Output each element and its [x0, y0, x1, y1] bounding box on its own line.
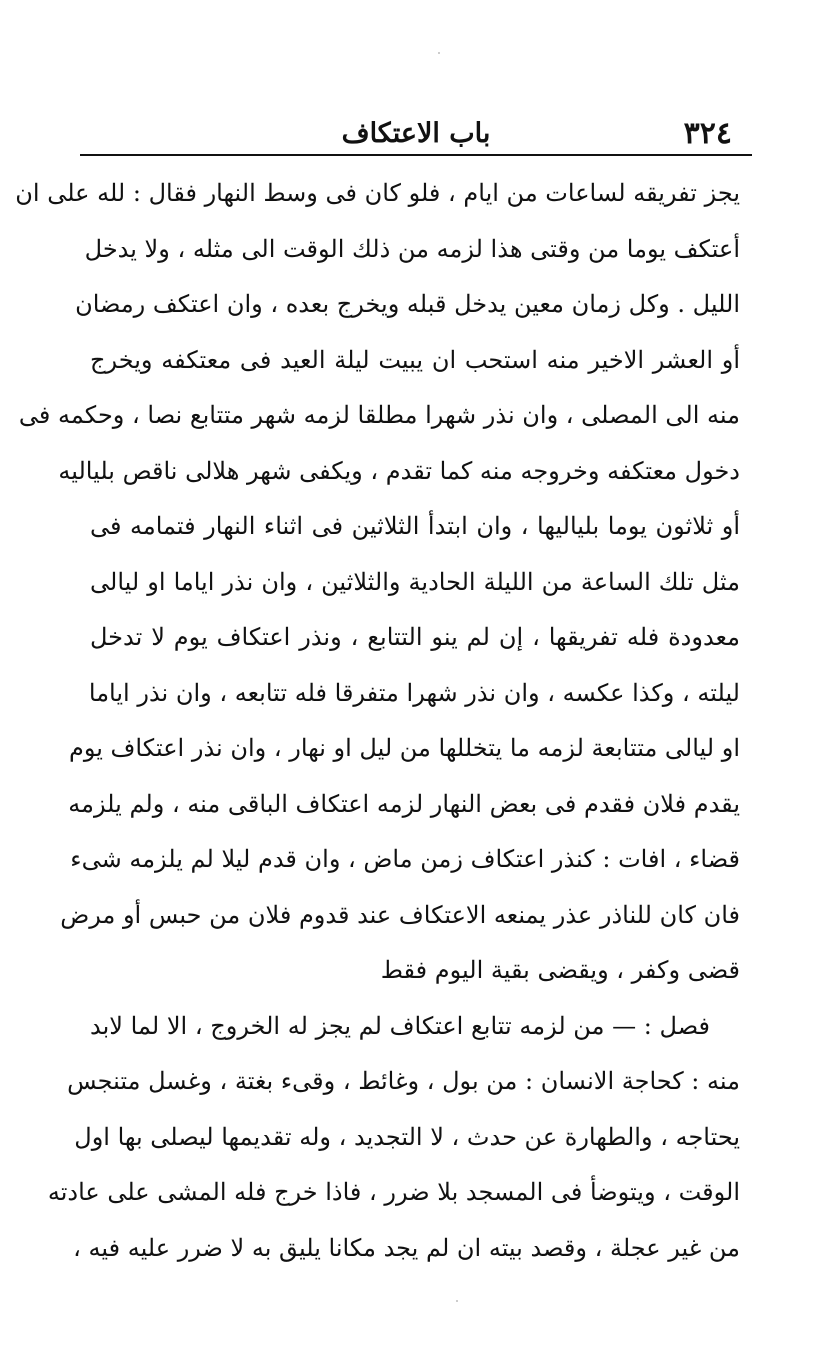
- text-line: دخول معتكفه وخروجه منه كما تقدم ، ويكفى شهر هلالى ناقص بلياليه: [58, 456, 740, 485]
- header-divider: [80, 154, 752, 156]
- scan-speck: [438, 52, 440, 54]
- text-line: يحتاجه ، والطهارة عن حدث ، لا التجديد ، وله تقديمها ليصلى بها اول: [74, 1122, 740, 1151]
- text-line: أو العشر الاخير منه استحب ان يبيت ليلة العيد فى معتكفه ويخرج: [90, 345, 740, 374]
- main-text: [15, 166, 740, 1276]
- text-line: من غير عجلة ، وقصد بيته ان لم يجد مكانا يليق به لا ضرر عليه فيه ،: [73, 1233, 740, 1262]
- text-line: الوقت ، ويتوضأ فى المسجد بلا ضرر ، فاذا خرج فله المشى على عادته: [47, 1178, 740, 1206]
- text-line: منه : كحاجة الانسان : من بول ، وغائط ، وقىء بغتة ، وغسل متنجس: [67, 1067, 740, 1095]
- text-line: أو ثلاثون يوما بلياليها ، وان ابتدأ الثلاثين فى اثناء النهار فتمامه فى: [90, 512, 740, 540]
- text-line: الليل . وكل زمان معين يدخل قبله ويخرج بعده ، وان اعتكف رمضان: [75, 290, 740, 318]
- running-header: [80, 112, 752, 156]
- chapter-title: باب الاعتكاف: [341, 118, 491, 149]
- text-line: معدودة فله تفريقها ، إن لم ينو التتابع ، ونذر اعتكاف يوم لا تدخل: [90, 623, 740, 651]
- text-line: يجز تفريقه لساعات من ايام ، فلو كان فى وسط النهار فقال : لله على ان: [15, 179, 740, 207]
- text-line: فان كان للناذر عذر يمنعه الاعتكاف عند قدوم فلان من حبس أو مرض: [60, 900, 740, 929]
- text-line: يقدم فلان فقدم فى بعض النهار لزمه اعتكاف الباقى منه ، ولم يلزمه: [68, 789, 740, 818]
- scan-speck: [456, 1300, 458, 1302]
- text-line: قضاء ، افات : كنذر اعتكاف زمن ماض ، وان قدم ليلا لم يلزمه شىء: [70, 845, 740, 873]
- paragraph-end-line: قضى وكفر ، ويقضى بقية اليوم فقط: [380, 956, 740, 984]
- text-line: أعتكف يوما من وقتى هذا لزمه من ذلك الوقت الى مثله ، ولا يدخل: [84, 234, 740, 263]
- section-heading-line: فصل : — من لزمه تتابع اعتكاف لم يجز له الخروج ، الا لما لابد: [90, 1011, 710, 1040]
- text-line: ليلته ، وكذا عكسه ، وان نذر شهرا متفرقا فله تتابعه ، وان نذر اياما: [88, 678, 740, 707]
- text-line: مثل تلك الساعة من الليلة الحادية والثلاثين ، وان نذر اياما او ليالى: [90, 567, 740, 596]
- text-line: او ليالى متتابعة لزمه ما يتخللها من ليل او نهار ، وان نذر اعتكاف يوم: [68, 734, 740, 762]
- page-number: ٣٢٤: [683, 116, 732, 151]
- text-line: منه الى المصلى ، وان نذر شهرا مطلقا لزمه شهر متتابع نصا ، وحكمه فى: [18, 401, 740, 429]
